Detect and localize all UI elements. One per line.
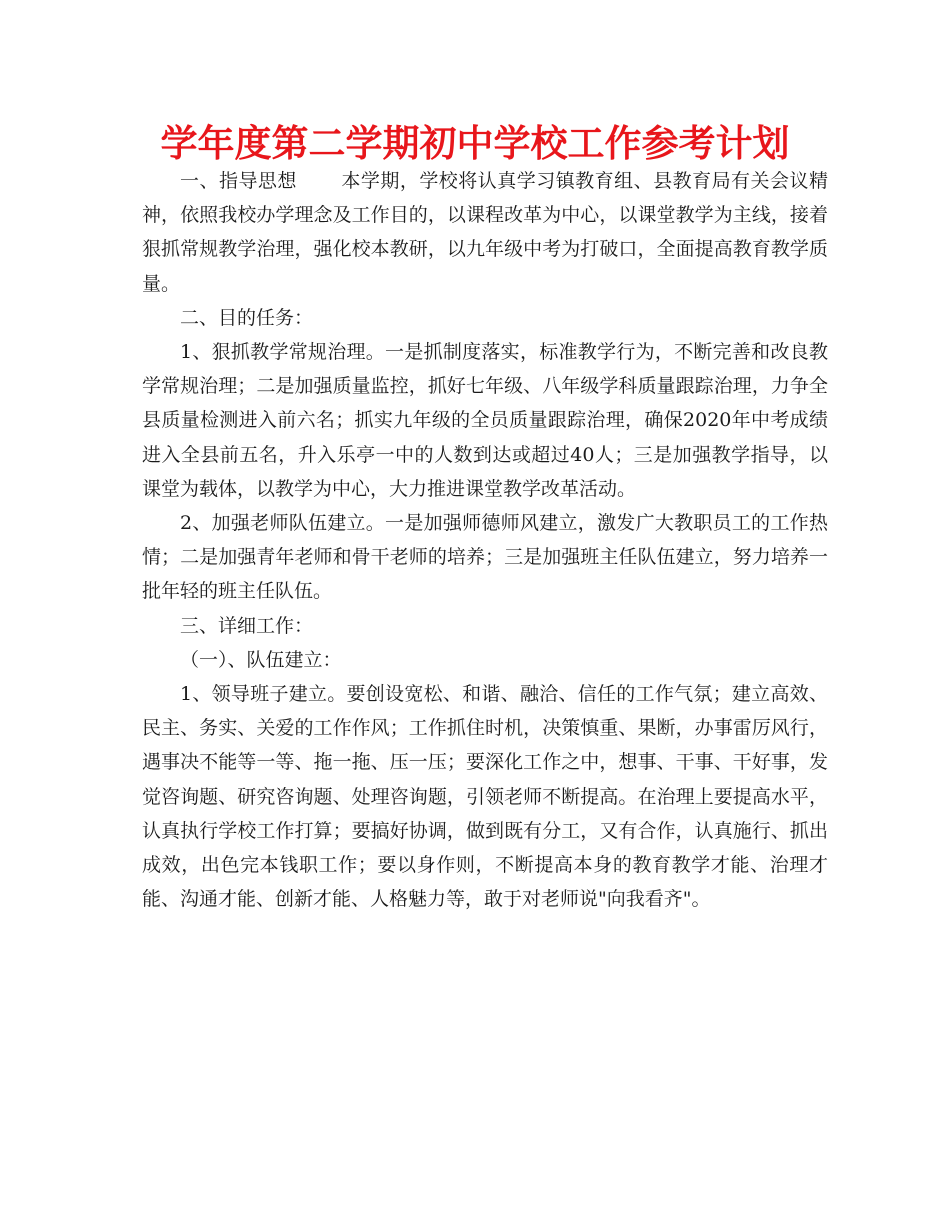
paragraph-leadership-team: 1、领导班子建立。要创设宽松、和谐、融洽、信任的工作气氛；建立高效、民主、务实、关爱的工作作风；工作抓住时机，决策慎重、果断，办事雷厉风行，遇事决不能等一等、拖一拖、压一压；要深化工作之中，想事、干事、干好事，发觉咨询题、研究咨询题、处理咨询题，引领老师不断提高。在治理上要提高水平，认真执行学校工作打算；要搞好协调，做到既有分工，又有合作，认真施行、抓出成效，出色完本钱职工作；要以身作则，不断提高本身的教育教学才能、治理才能、沟通才能、创新才能、人格魅力等，敢于对老师说"向我看齐"。 [142,683,828,911]
section-heading: 一、指导思想 [180,170,297,192]
paragraph-teacher-team: 2、加强老师队伍建立。一是加强师德师风建立，激发广大教职员工的工作热情；二是加强青年老师和骨干老师的培养；三是加强班主任队伍建立，努力培养一批年轻的班主任队伍。 [142,512,828,603]
paragraph-guiding-ideology [142,164,828,301]
document-title: 学年度第二学期初中学校工作参考计划 [160,122,790,165]
paragraph-text: 本学期，学校将认真学习镇教育组、县教育局有关会议精神，依照我校办学理念及工作目的，以课程改革为中心，以课堂教学为主线，接着狠抓常规教学治理，强化校本教研，以九年级中考为打破口，全面提高教育教学质量。 [142,170,828,295]
section-heading-goals: 二、目的任务： [180,306,314,329]
paragraph-teaching-routine: 1、狠抓教学常规治理。一是抓制度落实，标准教学行为，不断完善和改良教学常规治理；二是加强质量监控，抓好七年级、八年级学科质量跟踪治理，力争全县质量检测进入前六名；抓实九年级的全员质量跟踪治理，确保2020年中考成绩进入全县前五名，升入乐亭一中的人数到达或超过40人；三是加强教学指导，以课堂为载体，以教学为中心，大力推进课堂教学改革活动。 [142,341,828,500]
section-heading-detailed-work: 三、详细工作： [180,614,314,637]
subsection-heading-team-building: （一）、队伍建立： [180,648,342,671]
document-body [142,164,828,916]
